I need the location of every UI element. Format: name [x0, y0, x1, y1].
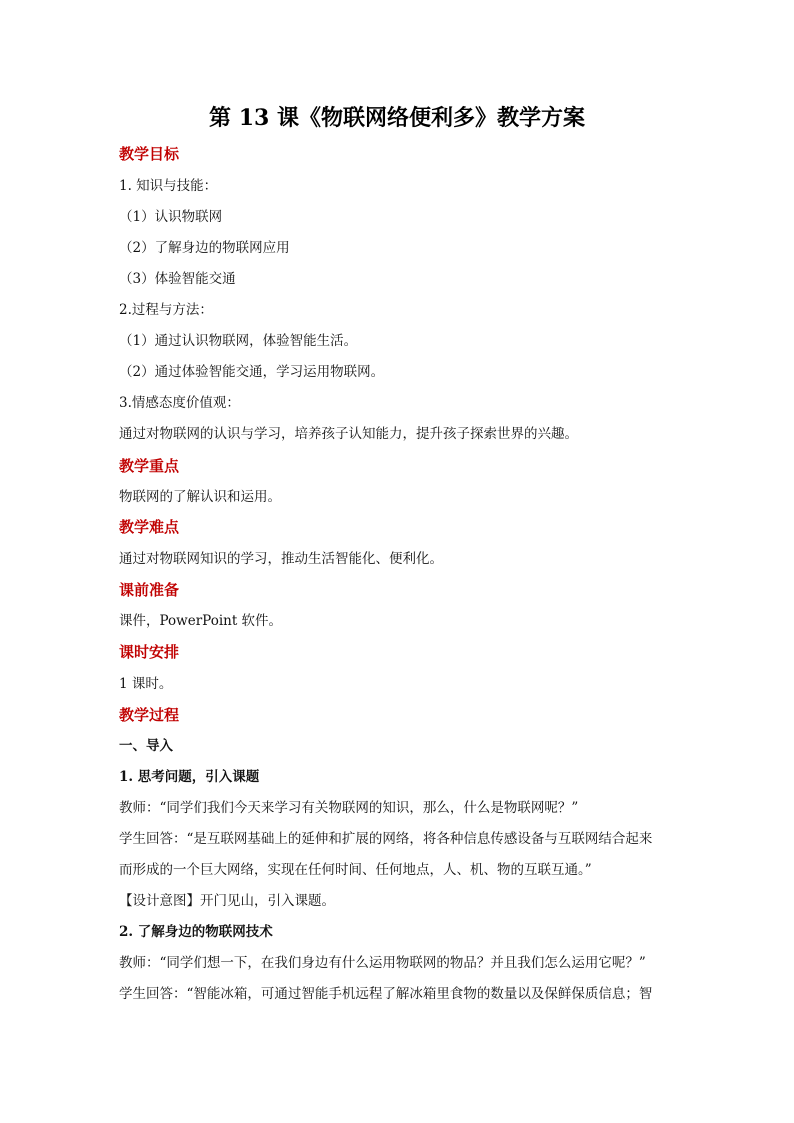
heading-difficulties: 教学难点 — [119, 518, 180, 536]
goal-attitude-label: 3.情感态度价值观： — [119, 395, 240, 411]
goal-attitude-text: 通过对物联网的认识与学习，培养孩子认知能力，提升孩子探索世界的兴趣。 — [119, 426, 578, 442]
goal-knowledge-item: （1）认识物联网 — [119, 209, 223, 225]
step-1-label: 1. 思考问题，引入课题 — [119, 769, 260, 785]
heading-schedule: 课时安排 — [119, 643, 180, 661]
schedule-text: 1 课时。 — [119, 676, 173, 692]
heading-process: 教学过程 — [119, 706, 180, 724]
goal-process-label: 2.过程与方法： — [119, 302, 213, 318]
step-2-student-line: 学生回答：“智能冰箱，可通过智能手机远程了解冰箱里食物的数量以及保鲜保质信息；智 — [119, 986, 653, 1002]
heading-teaching-goals: 教学目标 — [119, 145, 180, 163]
step-1-student-line: 学生回答：“是互联网基础上的延伸和扩展的网络，将各种信息传感设备与互联网结合起来 — [119, 831, 653, 847]
goal-process-item: （1）通过认识物联网，体验智能生活。 — [119, 333, 358, 349]
step-2-teacher: 教师：“同学们想一下，在我们身边有什么运用物联网的物品？并且我们怎么运用它呢？” — [119, 955, 646, 971]
step-1-student-line: 而形成的一个巨大网络，实现在任何时间、任何地点，人、机、物的互联互通。” — [119, 862, 592, 878]
goal-knowledge-label: 1. 知识与技能： — [119, 178, 218, 194]
difficulties-text: 通过对物联网知识的学习，推动生活智能化、便利化。 — [119, 551, 443, 567]
document-title: 第 13 课《物联网络便利多》教学方案 — [209, 105, 585, 131]
heading-preparation: 课前准备 — [119, 581, 180, 599]
key-points-text: 物联网的了解认识和运用。 — [119, 489, 281, 505]
goal-knowledge-item: （3）体验智能交通 — [119, 271, 236, 287]
preparation-text: 课件，PowerPoint 软件。 — [119, 613, 283, 629]
step-1-teacher: 教师：“同学们我们今天来学习有关物联网的知识，那么，什么是物联网呢？” — [119, 800, 579, 816]
heading-key-points: 教学重点 — [119, 457, 180, 475]
goal-knowledge-item: （2）了解身边的物联网应用 — [119, 240, 290, 256]
step-2-label: 2. 了解身边的物联网技术 — [119, 924, 273, 940]
step-1-design-intent: 【设计意图】开门见山，引入课题。 — [119, 893, 335, 909]
part-intro-label: 一、导入 — [119, 738, 173, 754]
goal-process-item: （2）通过体验智能交通，学习运用物联网。 — [119, 364, 385, 380]
